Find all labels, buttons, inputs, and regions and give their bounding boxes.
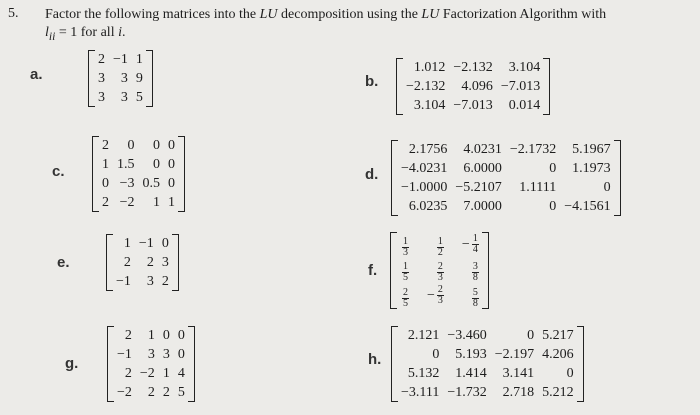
matrix-entry: 3.104	[508, 60, 541, 75]
matrix-entry: 1	[162, 366, 170, 381]
matrix-entry: 2	[161, 274, 169, 289]
right-bracket	[172, 234, 179, 291]
fraction	[437, 285, 444, 306]
matrix-row	[400, 232, 479, 258]
matrix-entry: 0	[161, 236, 169, 251]
matrix-entry: −1	[113, 52, 128, 67]
matrix-row	[116, 253, 169, 272]
matrix-entry: 0	[527, 328, 535, 343]
matrix-entry	[400, 232, 409, 258]
matrix-grid	[406, 58, 540, 115]
matrix-row	[117, 326, 185, 345]
matrix-entry: 5.1967	[572, 142, 611, 157]
label-c: c.	[52, 163, 65, 180]
right-bracket	[146, 50, 153, 107]
right-bracket	[482, 232, 489, 309]
matrix-row	[98, 50, 143, 69]
left-bracket	[92, 136, 99, 212]
matrix-row	[401, 159, 611, 178]
matrix-entry: 4.206	[542, 347, 574, 362]
matrix-entry: −1	[117, 347, 132, 362]
matrix-row	[117, 364, 185, 383]
matrix-entry: −4.1561	[564, 199, 611, 214]
matrix-b	[396, 58, 550, 115]
matrix-entry: 5.132	[407, 366, 440, 381]
fraction-entry	[462, 233, 479, 257]
matrix-row	[401, 140, 611, 159]
fraction-entry	[470, 262, 479, 283]
problem-statement	[45, 6, 695, 46]
problem-number: 5.	[8, 6, 19, 21]
matrix-entry: −1.0000	[401, 180, 448, 195]
matrix-grid	[116, 234, 169, 291]
matrix-row	[401, 345, 574, 364]
left-bracket	[391, 326, 398, 402]
matrix-entry: 9	[135, 71, 143, 86]
fraction-numerator: 1	[403, 235, 408, 247]
fraction-numerator: 1	[437, 235, 443, 247]
matrix-entry: 4	[177, 366, 185, 381]
matrix-entry: 5.217	[542, 328, 574, 343]
matrix-entry: 2	[98, 52, 105, 67]
matrix-f	[390, 232, 489, 309]
fraction-numerator: 2	[437, 261, 443, 272]
fraction-entry	[400, 288, 409, 309]
fraction-denominator: 5	[403, 297, 408, 309]
fraction-numerator: 1	[472, 233, 478, 245]
matrix-entry: −1.732	[447, 385, 487, 400]
matrix-entry: 2	[147, 385, 155, 400]
matrix-entry: 2.718	[502, 385, 535, 400]
matrix-entry: 1	[147, 328, 155, 343]
statement-i: i	[118, 25, 122, 40]
matrix-entry: 2	[124, 328, 132, 343]
matrix-entry	[444, 232, 479, 258]
fraction-entry	[470, 288, 479, 309]
matrix-d	[391, 140, 621, 216]
fraction-entry	[427, 284, 444, 308]
matrix-entry: 3	[162, 347, 170, 362]
matrix-entry: 2.121	[407, 328, 440, 343]
fraction-sign: −	[427, 287, 435, 303]
matrix-grid	[98, 50, 143, 107]
matrix-row	[98, 88, 143, 107]
matrix-entry: 1.5	[117, 157, 135, 172]
right-bracket	[577, 326, 584, 402]
matrix-grid	[117, 326, 185, 402]
statement-ii: ii	[48, 29, 56, 43]
matrix-entry: 0	[549, 199, 557, 214]
matrix-entry: 7.0000	[463, 199, 502, 214]
fraction-denominator: 3	[437, 295, 443, 307]
fraction	[402, 262, 409, 283]
fraction-denominator: 4	[472, 244, 478, 256]
matrix-entry	[409, 283, 444, 309]
fraction	[437, 237, 444, 258]
matrix-entry: 0	[153, 138, 160, 153]
matrix-grid	[401, 326, 574, 402]
matrix-c	[92, 136, 185, 212]
matrix-entry: 6.0235	[408, 199, 448, 214]
matrix-entry: 5.212	[542, 385, 574, 400]
matrix-entry: 2	[124, 366, 132, 381]
statement-lu: LU	[259, 7, 278, 22]
label-b: b.	[365, 73, 379, 90]
matrix-entry: 3	[120, 90, 128, 105]
matrix-row	[102, 136, 175, 155]
matrix-entry	[409, 258, 444, 284]
matrix-entry: 0	[603, 180, 611, 195]
matrix-entry: 3	[161, 255, 169, 270]
matrix-entry: 3	[98, 71, 105, 86]
matrix-entry: 1.414	[455, 366, 487, 381]
fraction	[472, 288, 479, 309]
matrix-entry: 2	[146, 255, 154, 270]
matrix-entry: 1	[102, 157, 109, 172]
matrix-entry: 0	[162, 328, 170, 343]
statement-text: Factor the following matrices into the	[45, 7, 260, 22]
matrix-h	[391, 326, 584, 402]
fraction	[437, 262, 444, 283]
matrix-entry: −2.1732	[509, 142, 557, 157]
matrix-row	[102, 155, 175, 174]
matrix-row	[102, 193, 175, 212]
fraction-numerator: 2	[403, 286, 408, 298]
matrix-entry: −7.013	[500, 79, 541, 94]
matrix-entry: −1	[138, 236, 154, 251]
matrix-row	[400, 283, 479, 309]
matrix-row	[102, 174, 175, 193]
matrix-entry: 3	[147, 347, 155, 362]
statement-lu: LU	[421, 7, 440, 22]
matrix-e	[106, 234, 179, 291]
fraction-numerator: 3	[472, 261, 478, 272]
matrix-row	[116, 272, 169, 291]
matrix-row	[116, 234, 169, 253]
matrix-grid	[401, 140, 611, 216]
fraction-entry	[435, 237, 444, 258]
matrix-row	[401, 178, 611, 197]
matrix-entry: −4.0231	[401, 161, 448, 176]
fraction	[472, 262, 479, 283]
matrix-entry: 0	[432, 347, 440, 362]
matrix-entry: 5	[135, 90, 143, 105]
matrix-entry: 0	[168, 157, 175, 172]
matrix-entry: 0	[153, 157, 160, 172]
matrix-entry: 1	[168, 195, 175, 210]
statement-text: Factorization Algorithm with	[439, 7, 607, 22]
matrix-entry: 3	[98, 90, 105, 105]
matrix-entry: 2	[102, 138, 109, 153]
matrix-entry: −3.111	[401, 385, 440, 400]
matrix-entry: 3	[146, 274, 154, 289]
matrix-entry: 1.012	[413, 60, 446, 75]
matrix-entry: 5.193	[455, 347, 487, 362]
matrix-entry: 1.1973	[572, 161, 611, 176]
matrix-entry: 0.014	[508, 98, 541, 113]
matrix-entry: −2.197	[494, 347, 535, 362]
matrix-entry: 3.141	[502, 366, 535, 381]
statement-text: .	[121, 25, 126, 40]
matrix-entry: −2	[119, 195, 135, 210]
matrix-entry: 2	[123, 255, 131, 270]
matrix-entry: 3	[120, 71, 128, 86]
matrix-entry: 0	[102, 176, 109, 191]
right-bracket	[188, 326, 195, 402]
matrix-entry	[400, 283, 409, 309]
matrix-entry: 2	[162, 385, 170, 400]
matrix-entry: −2.132	[453, 60, 493, 75]
label-a: a.	[30, 66, 43, 83]
matrix-a	[88, 50, 153, 107]
matrix-entry: 1	[153, 195, 160, 210]
matrix-entry	[409, 232, 444, 258]
left-bracket	[106, 234, 113, 291]
fraction-numerator: 1	[403, 261, 408, 272]
matrix-entry: 2	[102, 195, 109, 210]
matrix-entry: 0	[177, 347, 185, 362]
label-h: h.	[368, 351, 382, 368]
matrix-entry: 1	[135, 52, 143, 67]
matrix-grid	[400, 232, 479, 309]
left-bracket	[396, 58, 403, 115]
statement-text: = 1 for all	[55, 25, 119, 40]
fraction	[402, 288, 409, 309]
matrix-entry: 0	[168, 138, 175, 153]
matrix-entry	[400, 258, 409, 284]
matrix-entry: −3.460	[447, 328, 487, 343]
matrix-row	[401, 326, 574, 345]
fraction-numerator: 2	[437, 284, 443, 296]
fraction-entry	[400, 262, 409, 283]
matrix-entry	[444, 258, 479, 284]
left-bracket	[107, 326, 114, 402]
matrix-entry: −2.132	[406, 79, 446, 94]
fraction	[472, 234, 479, 255]
matrix-entry: 0	[566, 366, 574, 381]
matrix-entry: 4.096	[461, 79, 493, 94]
matrix-entry: 0.5	[142, 176, 160, 191]
matrix-entry: 0	[177, 328, 185, 343]
fraction-denominator: 3	[403, 246, 408, 258]
matrix-entry: 0	[168, 176, 175, 191]
matrix-row	[401, 364, 574, 383]
label-g: g.	[65, 355, 79, 372]
matrix-entry: −5.2107	[455, 180, 502, 195]
fraction-denominator: 3	[437, 272, 443, 283]
left-bracket	[88, 50, 95, 107]
matrix-row	[401, 197, 611, 216]
statement-text: decomposition using the	[277, 7, 422, 22]
fraction-denominator: 8	[472, 297, 478, 309]
fraction-denominator: 5	[403, 272, 408, 283]
matrix-entry: −3	[119, 176, 135, 191]
matrix-row	[98, 69, 143, 88]
matrix-entry: −2	[139, 366, 155, 381]
matrix-entry: 0	[127, 138, 135, 153]
matrix-entry: 1.1111	[519, 180, 557, 195]
matrix-entry: −1	[116, 274, 131, 289]
right-bracket	[178, 136, 185, 212]
matrix-entry: 1	[123, 236, 131, 251]
matrix-row	[400, 258, 479, 284]
fraction-entry	[400, 237, 409, 258]
fraction-denominator: 8	[472, 272, 478, 283]
matrix-g	[107, 326, 195, 402]
matrix-entry: 2.1756	[408, 142, 448, 157]
fraction-numerator: 5	[472, 286, 478, 298]
matrix-entry: 0	[549, 161, 557, 176]
statement-l: l	[45, 25, 49, 40]
matrix-entry: 3.104	[413, 98, 446, 113]
fraction	[402, 237, 409, 258]
matrix-row	[117, 383, 185, 402]
label-d: d.	[365, 166, 379, 183]
matrix-row	[406, 58, 540, 77]
label-f: f.	[368, 262, 378, 279]
matrix-entry	[444, 283, 479, 309]
left-bracket	[391, 140, 398, 216]
matrix-row	[401, 383, 574, 402]
left-bracket	[390, 232, 397, 309]
matrix-entry: 5	[177, 385, 185, 400]
matrix-entry: 6.0000	[463, 161, 502, 176]
matrix-grid	[102, 136, 175, 212]
matrix-entry: −7.013	[453, 98, 493, 113]
matrix-row	[117, 345, 185, 364]
matrix-entry: −2	[117, 385, 132, 400]
fraction-denominator: 2	[437, 246, 443, 258]
right-bracket	[614, 140, 621, 216]
matrix-row	[406, 96, 540, 115]
matrix-row	[406, 77, 540, 96]
matrix-entry: 4.0231	[463, 142, 502, 157]
right-bracket	[543, 58, 550, 115]
label-e: e.	[57, 254, 70, 271]
fraction-entry	[435, 262, 444, 283]
fraction-sign: −	[461, 236, 470, 252]
